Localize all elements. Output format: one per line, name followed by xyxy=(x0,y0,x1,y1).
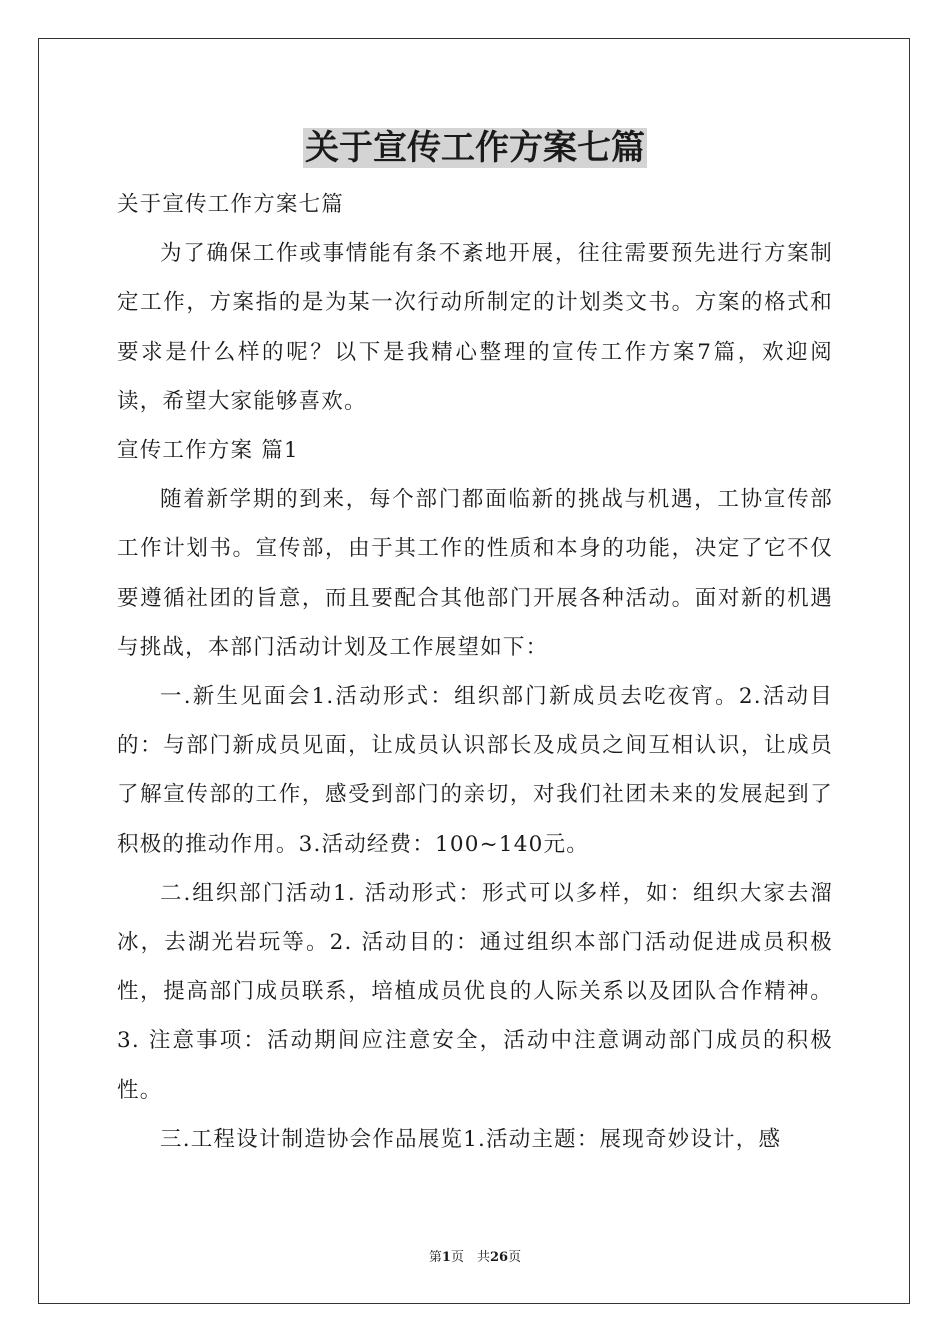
section-heading-1: 宣传工作方案 篇1 xyxy=(117,438,299,464)
paragraph-intro: 为了确保工作或事情能有条不紊地开展，往往需要预先进行方案制定工作，方案指的是为某一次行动所制定的计划类文书。方案的格式和要求是什么样的呢？以下是我精心整理的宣传工作方案7篇，欢迎阅读，希望大家能够喜欢。 xyxy=(117,241,833,414)
paragraph-item-3: 三.工程设计制造协会作品展览1.活动主题：展现奇妙设计，感 xyxy=(160,1126,782,1152)
page-footer xyxy=(0,1249,950,1267)
page-label-prefix: 第 xyxy=(428,1250,442,1265)
page-current-number: 1 xyxy=(441,1250,451,1265)
paragraph-item-2: 二.组织部门活动1. 活动形式：形式可以多样，如：组织大家去溜冰，去湖光岩玩等。2. 活动目的：通过组织本部门活动促进成员积极性，提高部门成员联系，培植成员优良的人际关系以及团队合作精神。3. 注意事项：活动期间应注意安全，活动中注意调动部门成员的积极性。 xyxy=(117,880,833,1103)
page-total-number: 26 xyxy=(489,1250,509,1265)
paragraph-heading: 关于宣传工作方案七篇 xyxy=(117,192,345,217)
document-title-text: 关于宣传工作方案七篇 xyxy=(305,128,645,168)
paragraph-section-1-intro: 随着新学期的到来，每个部门都面临新的挑战与机遇，工协宣传部工作计划书。宣传部，由于其工作的性质和本身的功能，决定了它不仅要遵循社团的旨意，而且要配合其他部门开展各种活动。面对新的机遇与挑战，本部门活动计划及工作展望如下： xyxy=(117,487,833,660)
document-title xyxy=(0,124,950,172)
page-label-suffix: 页 xyxy=(508,1250,522,1265)
document-body xyxy=(117,180,833,1164)
paragraph-item-1: 一.新生见面会1.活动形式：组织部门新成员去吃夜宵。2.活动目的：与部门新成员见面，让成员认识部长及成员之间互相认识，让成员了解宣传部的工作，感受到部门的亲切，对我们社团未来的发展起到了积极的推动作用。3.活动经费：100~140元。 xyxy=(117,684,833,857)
page-label-mid: 页 共 xyxy=(450,1250,490,1265)
